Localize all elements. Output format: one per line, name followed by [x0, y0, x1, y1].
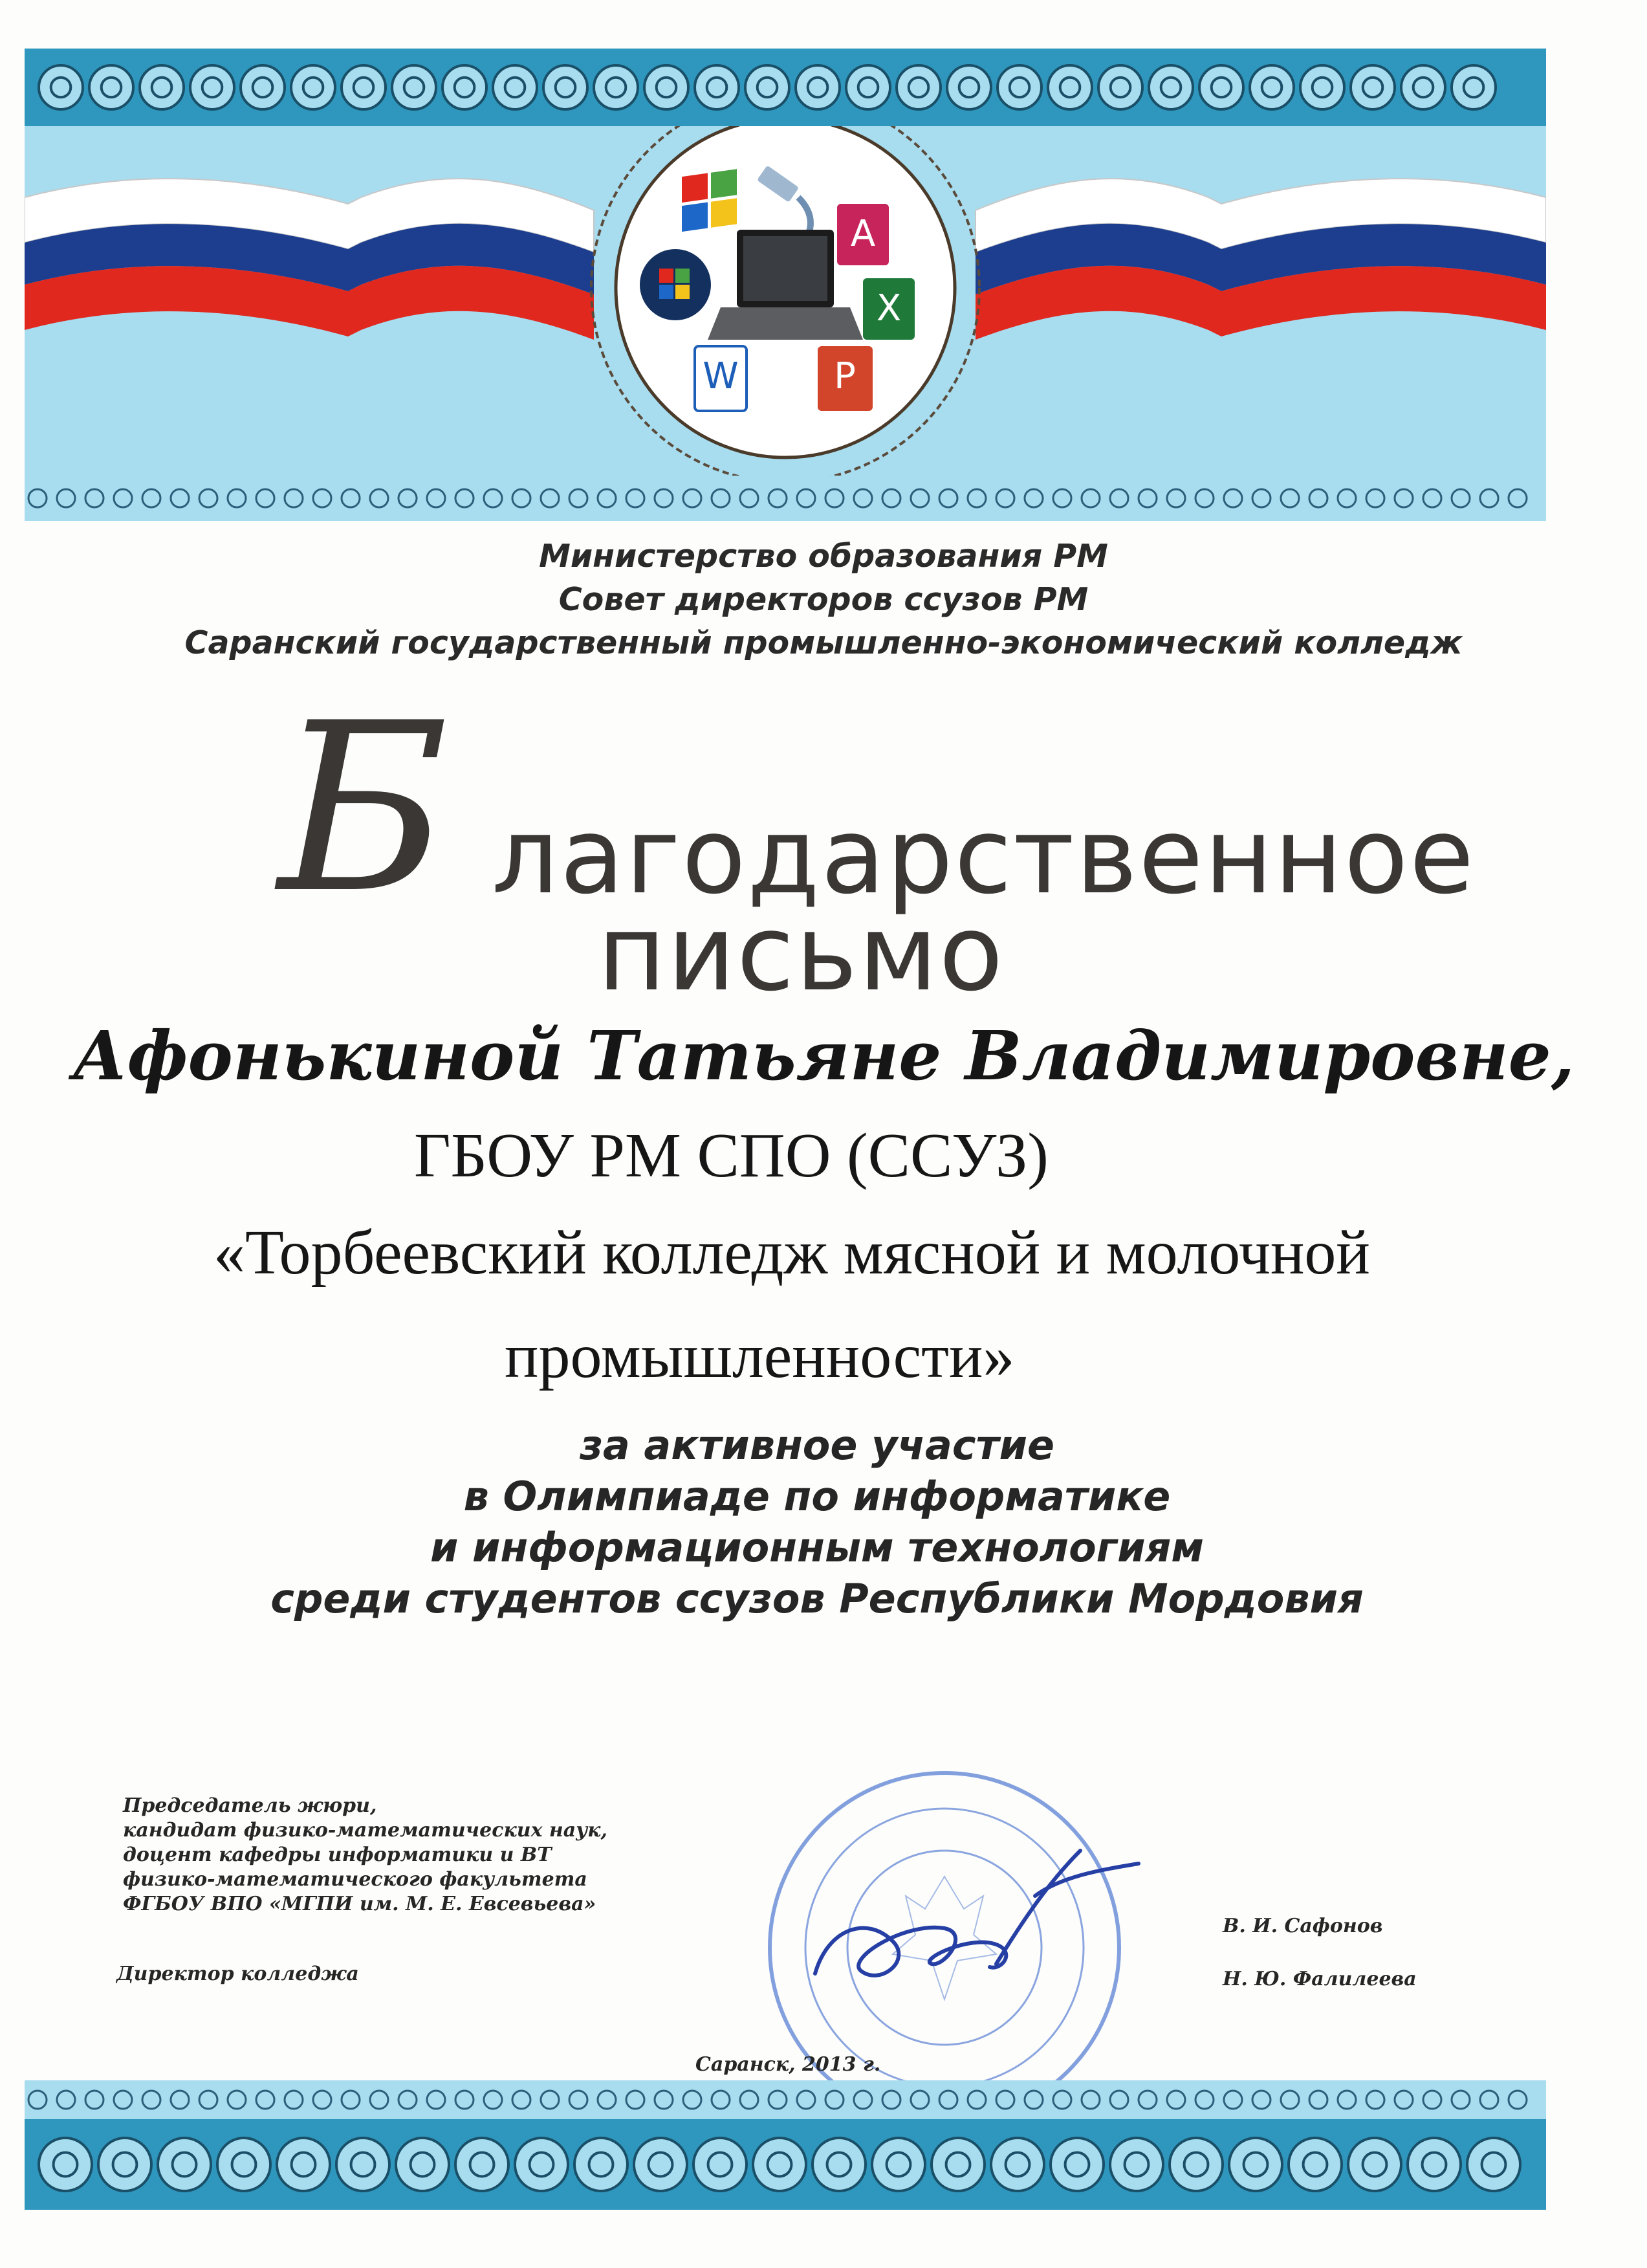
recipient-name: Афонькиной Татьяне Владимировне, [72, 1016, 1575, 1095]
title-line1: лагодарственное [492, 796, 1476, 918]
svg-text:X: X [876, 287, 902, 329]
footer-banner [25, 2080, 1546, 2210]
small-ring-chain [25, 476, 1546, 521]
reason-line-2: в Олимпиаде по информатике [463, 1473, 1171, 1520]
title-initial: Б [278, 673, 450, 944]
computer-medallion [604, 126, 966, 476]
svg-text:P: P [834, 355, 856, 397]
title-line2: письмо [597, 893, 1005, 1015]
ring-chain-bottom [36, 2135, 1534, 2194]
director-title: Директор колледжа [116, 1963, 359, 1985]
svg-text:W: W [703, 355, 739, 397]
windows-flag-icon [682, 169, 737, 232]
access-icon [837, 204, 889, 265]
director-name: Н. Ю. Фалилеева [1223, 1968, 1417, 1990]
ministry-line: Министерство образования РМ [539, 538, 1108, 575]
chair-university: ФГБОУ ВПО «МГПИ им. М. Е. Евсевьева» [123, 1893, 596, 1915]
windows-logo-icon [640, 249, 711, 320]
header-banner [25, 49, 1546, 521]
chair-name: В. И. Сафонов [1223, 1915, 1383, 1937]
chair-block [123, 1794, 705, 1917]
reason-line-3: и информационным технологиям [430, 1524, 1205, 1571]
college-line: Саранский государственный промышленно-экономический колледж [184, 624, 1463, 661]
chair-position: доцент кафедры информатики и ВТ [123, 1844, 552, 1866]
chair-title: Председатель жюри, [123, 1794, 377, 1817]
chair-faculty: физико-математического факультета [123, 1868, 587, 1891]
footer-dot-row [25, 2080, 1546, 2119]
council-line: Совет директоров ссузов РМ [558, 581, 1089, 618]
flag-band [25, 126, 1546, 476]
handwritten-signature [776, 1831, 1164, 2025]
recipient-org-name: «Торбеевский колледж мясной и молочной [213, 1218, 1370, 1288]
recipient-org-type: ГБОУ РМ СПО (ССУЗ) [414, 1121, 1049, 1191]
footer-ring-row [25, 2119, 1546, 2210]
reason-line-4: среди студентов ссузов Республики Мордовия [270, 1575, 1364, 1622]
ring-chain-top [36, 63, 1534, 112]
top-ornament-border [25, 49, 1546, 126]
chair-degree: кандидат физико-математических наук, [123, 1819, 607, 1842]
dot-ornament-row [25, 476, 1546, 521]
reason-line-1: за активное участие [579, 1422, 1055, 1469]
word-icon [695, 346, 747, 411]
powerpoint-icon [818, 346, 873, 411]
excel-icon [863, 278, 915, 340]
small-ring-chain-bottom [25, 2080, 1546, 2119]
place-date: Саранск, 2013 г. [695, 2053, 881, 2076]
svg-text:A: A [850, 213, 876, 255]
recipient-org-name-cont: промышленности» [505, 1321, 1015, 1391]
